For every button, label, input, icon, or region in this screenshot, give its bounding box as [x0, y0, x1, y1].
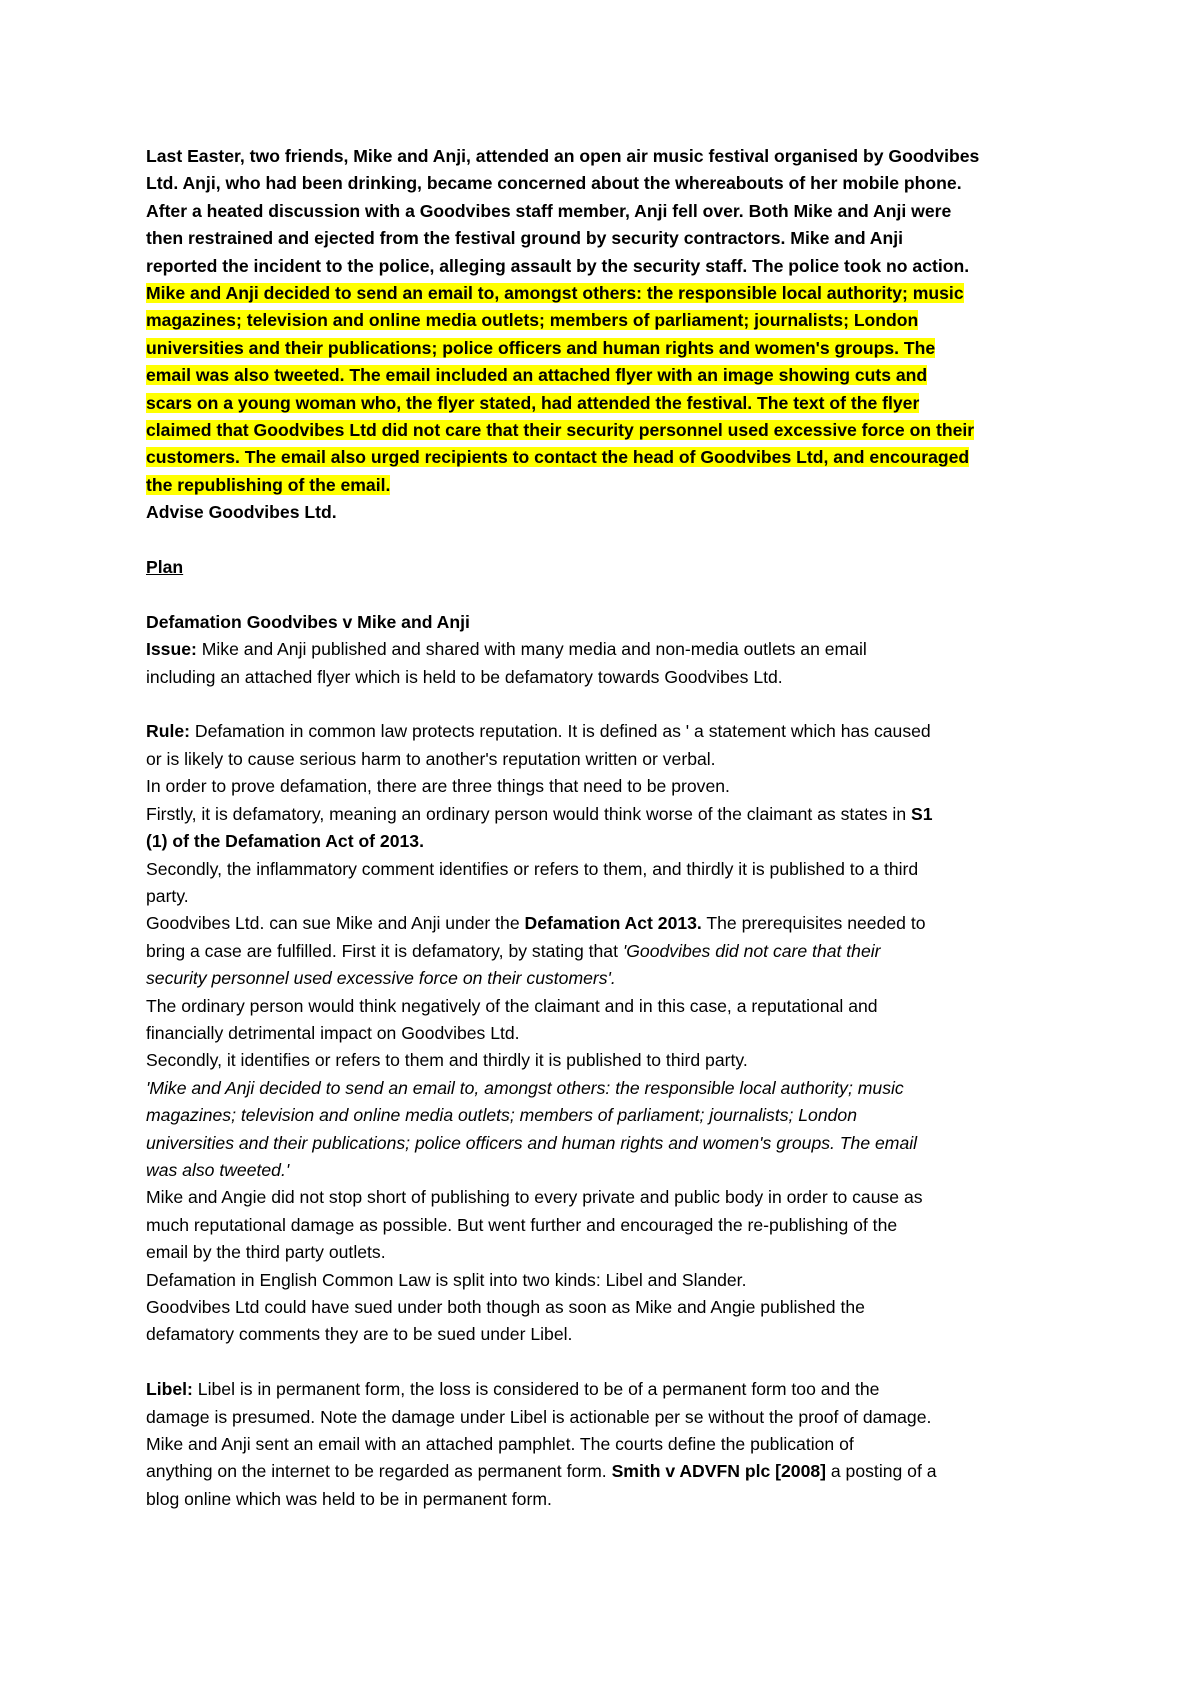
highlighted-line: email was also tweeted. The email included an attached flyer with an image showing cuts and — [146, 365, 928, 386]
highlighted-line: claimed that Goodvibes Ltd did not care that their security personnel used excessive force on their — [146, 420, 975, 441]
quote-text: security personnel used excessive force on their customers'. — [146, 968, 616, 989]
quote-text: universities and their publications; police officers and human rights and women's groups. The email — [146, 1132, 918, 1153]
highlighted-line: customers. The email also urged recipients to contact the head of Goodvibes Ltd, and encouraged — [146, 447, 970, 468]
application-text: The ordinary person would think negatively of the claimant and in this case, a reputational and — [146, 995, 878, 1016]
libel-text: blog online which was held to be in permanent form. — [146, 1488, 552, 1509]
libel-text: anything on the internet to be regarded as permanent form. — [146, 1461, 612, 1482]
application-text: Goodvibes Ltd. can sue Mike and Anji under the — [146, 913, 525, 934]
analysis-text: Defamation in English Common Law is split into two kinds: Libel and Slander. — [146, 1269, 747, 1290]
rule-text: Defamation in common law protects reputation. It is defined as ' a statement which has caused — [189, 721, 931, 742]
question-line: Last Easter, two friends, Mike and Anji, attended an open air music festival organised by Goodvibes — [146, 146, 980, 166]
issue-text: Mike and Anji published and shared with many media and non-media outlets an email — [196, 639, 867, 660]
question-paragraph — [146, 143, 1066, 527]
rule-label: Rule: — [146, 721, 190, 742]
section-title: Defamation Goodvibes v Mike and Anji — [146, 611, 470, 632]
libel-text: Mike and Anji sent an email with an attached pamphlet. The courts define the publication of — [146, 1434, 854, 1455]
highlighted-line: universities and their publications; police officers and human rights and women's groups. The — [146, 337, 936, 358]
issue-label: Issue: — [146, 639, 197, 660]
case-citation: Smith v ADVFN plc [2008] — [611, 1461, 826, 1482]
analysis-text: much reputational damage as possible. But went further and encouraged the re-publishing of the — [146, 1214, 898, 1235]
libel-text: Libel is in permanent form, the loss is considered to be of a permanent form too and the — [192, 1379, 880, 1400]
quote-text: 'Mike and Anji decided to send an email to, amongst others: the responsible local authority; music — [146, 1077, 904, 1098]
highlighted-line: scars on a young woman who, the flyer stated, had attended the festival. The text of the flyer — [146, 392, 920, 413]
application-text: The prerequisites needed to — [701, 913, 926, 934]
application-text: financially detrimental impact on Goodvibes Ltd. — [146, 1022, 520, 1043]
highlighted-line: magazines; television and online media outlets; members of parliament; journalists; London — [146, 310, 919, 331]
plan-heading: Plan — [146, 557, 184, 578]
document-page — [146, 143, 1066, 1513]
highlighted-line: Mike and Anji decided to send an email to, amongst others: the responsible local authority; music — [146, 283, 964, 304]
issue-text: including an attached flyer which is held to be defamatory towards Goodvibes Ltd. — [146, 666, 783, 687]
question-line: then restrained and ejected from the festival ground by security contractors. Mike and Anji — [146, 228, 904, 249]
statute-reference: (1) of the Defamation Act of 2013. — [146, 831, 424, 852]
rule-text: Secondly, the inflammatory comment identifies or refers to them, and thirdly it is published to a third — [146, 858, 919, 879]
question-line: reported the incident to the police, alleging assault by the security staff. The police took no action. — [146, 255, 970, 276]
rule-text: In order to prove defamation, there are three things that need to be proven. — [146, 776, 730, 797]
instruction-line: Advise Goodvibes Ltd. — [146, 502, 337, 523]
quote-text: 'Goodvibes did not care that their — [622, 940, 881, 961]
quote-text: magazines; television and online media outlets; members of parliament; journalists; London — [146, 1105, 857, 1126]
question-line: Ltd. Anji, who had been drinking, became concerned about the whereabouts of her mobile phone. — [146, 173, 962, 194]
question-line: After a heated discussion with a Goodvibes staff member, Anji fell over. Both Mike and Anji were — [146, 200, 952, 221]
libel-text: a posting of a — [826, 1461, 937, 1482]
statute-reference: S1 — [911, 803, 933, 824]
libel-text: damage is presumed. Note the damage under Libel is actionable per se without the proof of damage. — [146, 1406, 932, 1427]
rule-text: Firstly, it is defamatory, meaning an ordinary person would think worse of the claimant as states in — [146, 803, 912, 824]
analysis-text: Mike and Angie did not stop short of publishing to every private and public body in order to cause as — [146, 1187, 923, 1208]
analysis-text: email by the third party outlets. — [146, 1242, 386, 1263]
analysis-text: defamatory comments they are to be sued under Libel. — [146, 1324, 573, 1345]
quote-text: was also tweeted.' — [146, 1159, 290, 1180]
analysis-text: Goodvibes Ltd could have sued under both though as soon as Mike and Angie published the — [146, 1297, 865, 1318]
rule-text: or is likely to cause serious harm to another's reputation written or verbal. — [146, 748, 716, 769]
rule-text: party. — [146, 885, 189, 906]
application-text: Secondly, it identifies or refers to them and thirdly it is published to third party. — [146, 1050, 748, 1071]
highlighted-line: the republishing of the email. — [146, 474, 391, 495]
rule-paragraph — [146, 718, 1066, 1348]
statute-reference: Defamation Act 2013. — [524, 913, 702, 934]
libel-label: Libel: — [146, 1379, 193, 1400]
libel-paragraph — [146, 1376, 1066, 1513]
application-text: bring a case are fulfilled. First it is defamatory, by stating that — [146, 940, 623, 961]
